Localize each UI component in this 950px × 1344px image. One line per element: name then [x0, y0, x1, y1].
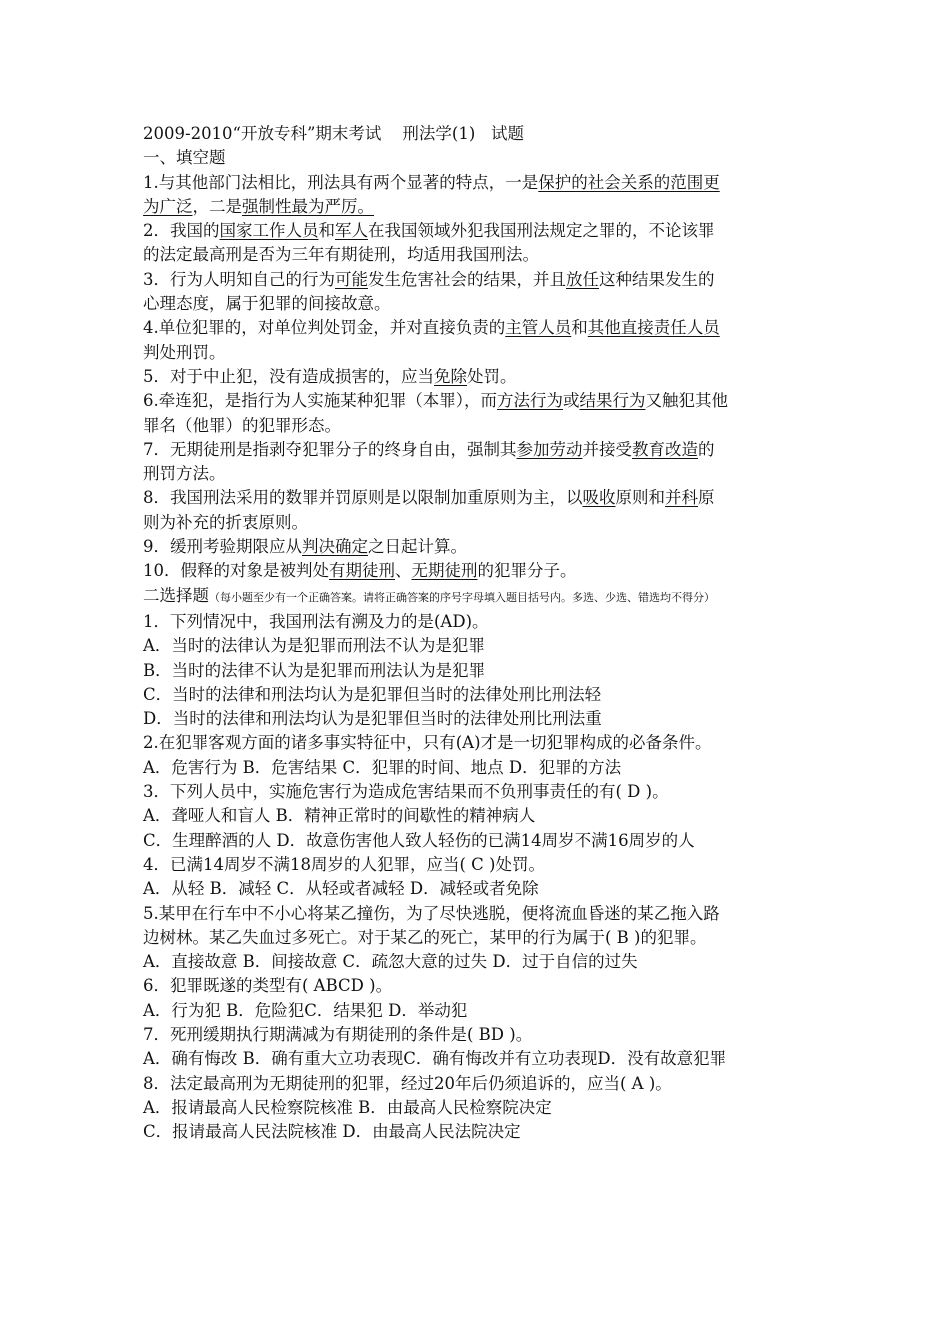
- text: 4.单位犯罪的，对单位判处罚金，并对直接负责的: [143, 318, 506, 338]
- question-4-line-1: [143, 316, 813, 340]
- answer-blank: 可能: [335, 269, 368, 289]
- question-1-line-1: [143, 171, 813, 195]
- text: 发生危害社会的结果，并且: [368, 269, 566, 289]
- text: 之日起计算。: [368, 537, 467, 557]
- text: 这种结果发生的: [599, 269, 715, 289]
- choice-line: B．当时的法律不认为是犯罪而刑法认为是犯罪: [143, 660, 486, 680]
- text: 1.与其他部门法相比，刑法具有两个显著的特点，一是: [143, 172, 539, 192]
- choice-line: 5.某甲在行车中不小心将某乙撞伤，为了尽快逃脱，便将流血昏迷的某乙拖入路: [143, 903, 720, 923]
- text: 7．无期徒刑是指剥夺犯罪分子的终身自由，强制其: [143, 439, 517, 459]
- question-7-line-1: [143, 438, 813, 462]
- question-2-line-2: 的法定最高刑是否为三年有期徒刑，均适用我国刑法。: [143, 245, 539, 265]
- text: ，二是: [192, 196, 242, 216]
- choice-line: 边树林。某乙失血过多死亡。对于某乙的死亡，某甲的行为属于( B )的犯罪。: [143, 927, 707, 947]
- answer-blank: 免除: [434, 366, 467, 386]
- answer-blank: 吸收: [582, 488, 616, 508]
- question-1-line-2: [143, 195, 813, 219]
- question-6-line-2: 罪名（他罪）的犯罪形态。: [143, 415, 341, 435]
- answer-blank: 为广泛: [143, 196, 193, 216]
- choice-questions: [143, 610, 813, 1145]
- question-4-line-2: 判处刑罚。: [143, 342, 226, 362]
- question-3-line-1: [143, 268, 813, 292]
- text: 9．缓刑考验期限应从: [143, 537, 302, 557]
- choice-line: 2.在犯罪客观方面的诸多事实特征中，只有(A)才是一切犯罪构成的必备条件。: [143, 733, 712, 753]
- text: 2．我国的: [143, 221, 220, 241]
- choice-line: 1．下列情况中，我国刑法有溯及力的是(AD)。: [143, 611, 489, 631]
- answer-blank: 有期徒刑: [329, 561, 395, 581]
- answer-blank: 军人: [335, 221, 368, 241]
- answer-blank: 方法行为: [497, 391, 563, 411]
- answer-blank: 无期徒刑: [411, 561, 478, 581]
- choice-line: A．报请最高人民检察院核准 B．由最高人民检察院决定: [143, 1097, 552, 1117]
- text: 的: [698, 439, 715, 459]
- choice-line: D．当时的法律和刑法均认为是犯罪但当时的法律处刑比刑法重: [143, 709, 602, 729]
- choice-line: A．确有悔改 B．确有重大立功表现C．确有悔改并有立功表现D．没有故意犯罪: [143, 1049, 727, 1069]
- choice-line: C．生理醉酒的人 D．故意伤害他人致人轻伤的已满14周岁不满16周岁的人: [143, 830, 695, 850]
- instruction-note: （每小题至少有一个正确答案。请将正确答案的序号字母填入题目括号内。多选、少选、错选均不得分）: [209, 590, 715, 604]
- answer-blank: 强制性最为严厉。: [242, 196, 374, 216]
- question-6-line-1: [143, 389, 813, 413]
- text: 和: [571, 318, 588, 338]
- answer-blank: 参加劳动: [516, 439, 583, 459]
- choice-line: A．当时的法律认为是犯罪而刑法不认为是犯罪: [143, 636, 485, 656]
- text: 并接受: [582, 439, 632, 459]
- answer-blank: 判决确定: [302, 537, 368, 557]
- text: 8．我国刑法采用的数罪并罚原则是以限制加重原则为主，以: [143, 488, 583, 508]
- choice-line: A．从轻 B．减轻 C．从轻或者减轻 D．减轻或者免除: [143, 879, 539, 899]
- text: 、: [395, 561, 412, 581]
- choice-line: 3．下列人员中，实施危害行为造成危害结果而不负刑事责任的有( D )。: [143, 782, 669, 802]
- choice-line: A．危害行为 B．危害结果 C．犯罪的时间、地点 D．犯罪的方法: [143, 757, 622, 777]
- question-3-line-2: 心理态度，属于犯罪的间接故意。: [143, 294, 391, 314]
- text: 或: [563, 391, 580, 411]
- document-title: 2009-2010“开放专科”期末考试 刑法学(1) 试题: [143, 124, 525, 143]
- text: 和: [318, 221, 335, 241]
- choice-line: 4．已满14周岁不满18周岁的人犯罪，应当( C )处罚。: [143, 854, 545, 874]
- section-heading-fill-blank: 一、填空题: [143, 148, 226, 168]
- text: 3．行为人明知自己的行为: [143, 269, 335, 289]
- question-8-line-2: 则为补充的折衷原则。: [143, 512, 308, 532]
- choice-line: 6．犯罪既遂的类型有( ABCD )。: [143, 976, 393, 996]
- question-8-line-1: [143, 486, 813, 510]
- question-2-line-1: [143, 219, 813, 243]
- text: 的犯罪分子。: [477, 561, 577, 581]
- text: 处罚。: [467, 366, 517, 386]
- choice-line: 8．法定最高刑为无期徒刑的犯罪，经过20年后仍须追诉的，应当( A )。: [143, 1073, 672, 1093]
- answer-blank: 并科: [665, 488, 698, 508]
- answer-blank: 教育改造: [632, 439, 698, 459]
- choice-line: C．报请最高人民法院核准 D．由最高人民法院决定: [143, 1122, 521, 1142]
- text: 6.牵连犯，是指行为人实施某种犯罪（本罪），而: [143, 391, 497, 411]
- choice-line: 7．死刑缓期执行期满减为有期徒刑的条件是( BD )。: [143, 1024, 533, 1044]
- text: 在我国领域外犯我国刑法规定之罪的，不论该罪: [368, 221, 715, 241]
- question-5: [143, 365, 813, 389]
- answer-blank: 放任: [566, 269, 599, 289]
- choice-line: A．直接故意 B．间接故意 C．疏忽大意的过失 D．过于自信的过失: [143, 952, 638, 972]
- text: 原: [698, 488, 715, 508]
- question-9: [143, 535, 813, 559]
- question-10: [143, 559, 813, 583]
- choice-line: A．聋哑人和盲人 B．精神正常时的间歇性的精神病人: [143, 806, 536, 826]
- choice-line: C．当时的法律和刑法均认为是犯罪但当时的法律处刑比刑法轻: [143, 684, 602, 704]
- answer-blank: 结果行为: [579, 391, 646, 411]
- text: 又触犯其他: [645, 391, 728, 411]
- answer-blank: 主管人员: [505, 318, 572, 338]
- text: 原则和: [615, 488, 665, 508]
- answer-blank: 保护的社会关系的范围更: [538, 172, 720, 192]
- document-page: [143, 122, 813, 1144]
- answer-blank: 国家工作人员: [219, 221, 319, 241]
- question-7-line-2: 刑罚方法。: [143, 464, 226, 484]
- answer-blank: 其他直接责任人员: [587, 318, 720, 338]
- choice-line: A．行为犯 B．危险犯C．结果犯 D．举动犯: [143, 1000, 468, 1020]
- heading-text: 二选择题: [143, 585, 209, 605]
- text: 10．假释的对象是被判处: [143, 561, 329, 581]
- text: 5．对于中止犯，没有造成损害的，应当: [143, 366, 434, 386]
- section-heading-multiple-choice: [143, 584, 813, 610]
